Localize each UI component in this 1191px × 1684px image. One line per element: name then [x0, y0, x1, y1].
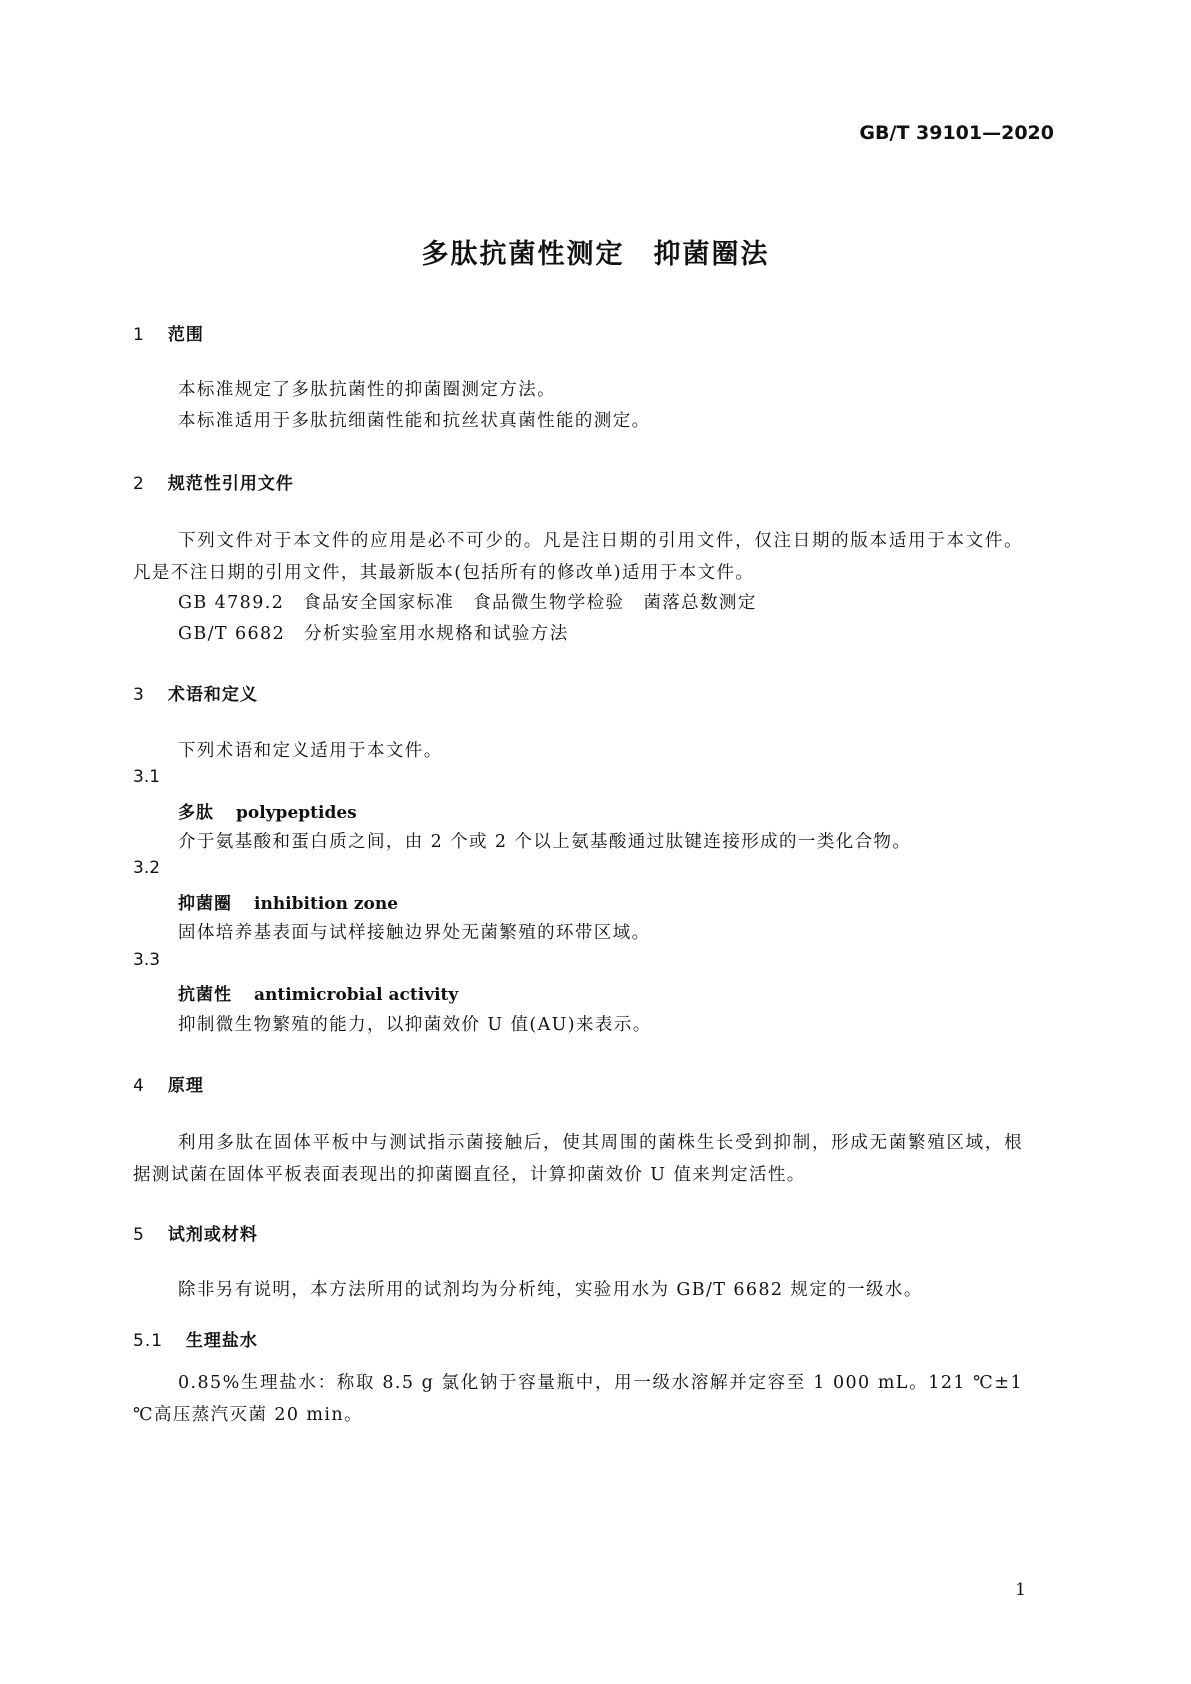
paragraph: 下列文件对于本文件的应用是必不可少的。凡是注日期的引用文件，仅注日期的版本适用于本文件。凡是不注日期的引用文件，其最新版本(包括所有的修改单)适用于本文件。 — [133, 531, 1023, 583]
normative-reference: GB/T 6682 分析实验室用水规格和试验方法 — [178, 624, 569, 644]
section-number: 1 — [133, 325, 145, 345]
paragraph: 利用多肽在固体平板中与测试指示菌接触后，使其周围的菌株生长受到抑制，形成无菌繁殖区域，根据测试菌在固体平板表面表现出的抑菌圈直径，计算抑菌效价 U 值来判定活性。 — [133, 1133, 1023, 1185]
subsection-number: 5.1 — [133, 1331, 164, 1351]
term-entry — [178, 798, 357, 823]
term-english: antimicrobial activity — [254, 985, 459, 1005]
paragraph: 本标准规定了多肽抗菌性的抑菌圈测定方法。 — [178, 380, 556, 400]
section-number: 3 — [133, 685, 145, 705]
clause-number: 3.3 — [133, 950, 161, 970]
term-entry — [178, 889, 398, 914]
clause-number: 3.1 — [133, 767, 161, 787]
term-chinese: 抗菌性 — [178, 985, 232, 1005]
section-title: 范围 — [167, 325, 204, 345]
term-definition: 介于氨基酸和蛋白质之间，由 2 个或 2 个以上氨基酸通过肽键连接形成的一类化合物。 — [178, 832, 912, 852]
term-entry — [178, 980, 458, 1005]
term-definition: 抑制微生物繁殖的能力，以抑菌效价 U 值(AU)来表示。 — [178, 1015, 652, 1035]
normative-reference: GB 4789.2 食品安全国家标准 食品微生物学检验 菌落总数测定 — [178, 593, 757, 613]
section-title: 规范性引用文件 — [167, 474, 294, 494]
subsection-5-1-heading — [133, 1326, 258, 1351]
section-title: 术语和定义 — [167, 685, 258, 705]
paragraph: 除非另有说明，本方法所用的试剂均为分析纯，实验用水为 GB/T 6682 规定的一级水。 — [178, 1280, 923, 1300]
term-english: polypeptides — [236, 803, 357, 823]
section-title: 试剂或材料 — [167, 1225, 258, 1245]
term-definition: 固体培养基表面与试样接触边界处无菌繁殖的环带区域。 — [178, 923, 651, 943]
paragraph: 本标准适用于多肽抗细菌性能和抗丝状真菌性能的测定。 — [178, 411, 651, 431]
section-4-heading — [133, 1071, 204, 1096]
section-title: 原理 — [167, 1076, 204, 1096]
section-number: 5 — [133, 1225, 145, 1245]
document-title: 多肽抗菌性测定 抑菌圈法 — [421, 239, 770, 270]
page-number: 1 — [1015, 1580, 1026, 1600]
section-5-heading — [133, 1220, 258, 1245]
standard-code: GB/T 39101—2020 — [859, 122, 1054, 144]
section-number: 2 — [133, 474, 145, 494]
paragraph: 下列术语和定义适用于本文件。 — [178, 741, 443, 761]
paragraph: 0.85%生理盐水：称取 8.5 g 氯化钠于容量瓶中，用一级水溶解并定容至 1 000 mL。121 ℃±1 ℃高压蒸汽灭菌 20 min。 — [133, 1373, 1023, 1425]
section-3-heading — [133, 680, 258, 705]
term-chinese: 抑菌圈 — [178, 894, 232, 914]
term-chinese: 多肽 — [178, 803, 214, 823]
section-2-heading — [133, 469, 294, 494]
subsection-title: 生理盐水 — [185, 1331, 258, 1351]
term-english: inhibition zone — [254, 894, 399, 914]
section-1-heading — [133, 320, 204, 345]
section-number: 4 — [133, 1076, 145, 1096]
clause-number: 3.2 — [133, 858, 161, 878]
